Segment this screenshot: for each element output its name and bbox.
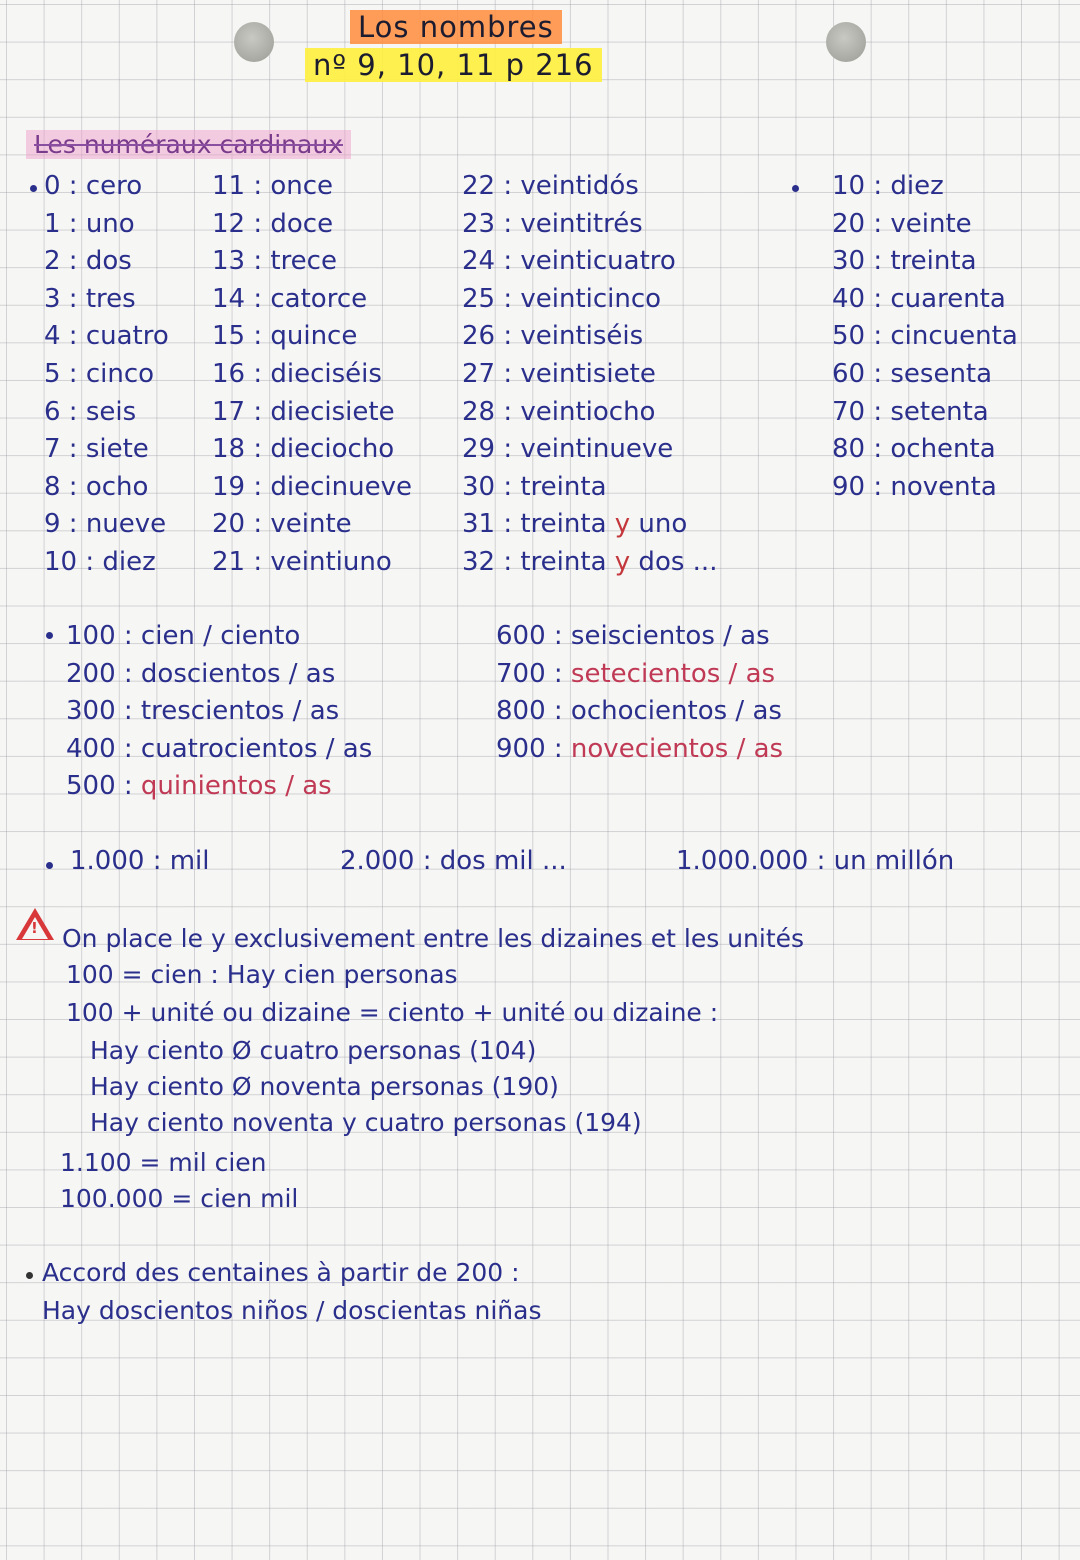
number-line: 6 : seis xyxy=(44,396,137,427)
hundred-line: 900 : novecientos / as xyxy=(496,733,784,764)
number-line: 7 : siete xyxy=(44,434,149,465)
number-line: 1 : uno xyxy=(44,208,135,239)
numbers-0-10 xyxy=(44,168,169,582)
number-line: 2 : dos xyxy=(44,246,132,277)
warning-icon-mark: ! xyxy=(31,919,38,937)
number-line: 15 : quince xyxy=(212,321,358,352)
warning-rule: On place le y exclusivement entre les dizaines et les unités xyxy=(62,924,805,953)
thousand-mil: 1.000 : mil xyxy=(70,846,210,876)
warning-example-190: Hay ciento Ø noventa personas (190) xyxy=(90,1072,559,1101)
bullet-col1 xyxy=(30,185,37,192)
number-line: 23 : veintitrés xyxy=(462,208,643,239)
number-line: 25 : veinticinco xyxy=(462,283,662,314)
number-line: 60 : sesenta xyxy=(832,358,993,389)
number-line: 8 : ocho xyxy=(44,471,149,502)
number-line: 16 : dieciséis xyxy=(212,358,382,389)
number-line: 13 : trece xyxy=(212,246,337,277)
numbers-22-32 xyxy=(462,168,717,582)
number-line: 26 : veintiséis xyxy=(462,321,644,352)
number-line: 30 : treinta xyxy=(462,471,607,502)
agreement-example: Hay doscientos niños / doscientas niñas xyxy=(42,1296,542,1325)
number-line: 5 : cinco xyxy=(44,358,155,389)
number-line: 90 : noventa xyxy=(832,471,997,502)
warning-example-104: Hay ciento Ø cuatro personas (104) xyxy=(90,1036,537,1065)
numbers-11-21 xyxy=(212,168,412,582)
million: 1.000.000 : un millón xyxy=(676,846,955,876)
number-line-32: 32 : treinta y dos ... xyxy=(462,546,718,577)
hundreds-right xyxy=(496,618,783,768)
hundred-line: 100 : cien / ciento xyxy=(66,621,301,651)
number-line: 70 : setenta xyxy=(832,396,989,427)
hundreds-left xyxy=(66,618,372,806)
number-line: 17 : diecisiete xyxy=(212,396,395,427)
warning-example-194: Hay ciento noventa y cuatro personas (194) xyxy=(90,1108,642,1137)
hundred-line: 300 : trescientos / as xyxy=(66,696,340,727)
hundred-line: 500 : quinientos / as xyxy=(66,771,332,802)
number-line: 0 : cero xyxy=(44,171,143,201)
number-line: 29 : veintinueve xyxy=(462,434,674,465)
hundred-line: 400 : cuatrocientos / as xyxy=(66,733,373,764)
number-line: 50 : cincuenta xyxy=(832,321,1018,352)
number-line: 4 : cuatro xyxy=(44,321,169,352)
hundred-line: 200 : doscientos / as xyxy=(66,658,336,689)
number-line: 11 : once xyxy=(212,171,334,201)
warning-example-cien: 100 = cien : Hay cien personas xyxy=(66,960,458,989)
page-title: Los nombres xyxy=(350,10,562,44)
binder-hole-left xyxy=(234,22,274,62)
number-line: 19 : diecinueve xyxy=(212,471,412,502)
conjunction-y: y xyxy=(614,509,631,540)
bullet-agreement xyxy=(26,1272,33,1279)
bullet-col4 xyxy=(792,185,799,192)
bullet-hundreds xyxy=(46,632,53,639)
number-line: 12 : doce xyxy=(212,208,334,239)
number-line: 14 : catorce xyxy=(212,283,368,314)
number-line: 40 : cuarenta xyxy=(832,283,1006,314)
number-line: 24 : veinticuatro xyxy=(462,246,676,277)
number-line: 9 : nueve xyxy=(44,509,167,540)
binder-hole-right xyxy=(826,22,866,62)
number-line: 3 : tres xyxy=(44,283,136,314)
hundred-line: 700 : setecientos / as xyxy=(496,658,776,689)
hundred-line: 800 : ochocientos / as xyxy=(496,696,782,727)
warning-rule-ciento: 100 + unité ou dizaine = ciento + unité ou dizaine : xyxy=(66,998,719,1027)
warning-example-100000: 100.000 = cien mil xyxy=(60,1184,299,1213)
number-line: 27 : veintisiete xyxy=(462,358,656,389)
number-line: 20 : veinte xyxy=(832,208,972,239)
thousand-dos-mil: 2.000 : dos mil ... xyxy=(340,846,567,876)
number-line: 18 : dieciocho xyxy=(212,434,395,465)
number-line: 80 : ochenta xyxy=(832,434,996,465)
number-line: 30 : treinta xyxy=(832,246,977,277)
number-line: 10 : diez xyxy=(832,171,944,201)
number-line-31: 31 : treinta y uno xyxy=(462,509,688,540)
number-line: 22 : veintidós xyxy=(462,171,639,201)
bullet-thousands xyxy=(46,862,53,869)
page-subtitle: nº 9, 10, 11 p 216 xyxy=(305,48,602,82)
tens-list xyxy=(832,168,1018,506)
conjunction-y: y xyxy=(614,546,631,577)
agreement-rule: Accord des centaines à partir de 200 : xyxy=(42,1258,520,1287)
warning-example-1100: 1.100 = mil cien xyxy=(60,1148,267,1177)
hundred-line: 600 : seiscientos / as xyxy=(496,621,770,651)
section-title: Les numéraux cardinaux xyxy=(26,130,351,159)
number-line: 21 : veintiuno xyxy=(212,546,392,577)
number-line: 28 : veintiocho xyxy=(462,396,656,427)
number-line: 10 : diez xyxy=(44,546,156,577)
number-line: 20 : veinte xyxy=(212,509,352,540)
